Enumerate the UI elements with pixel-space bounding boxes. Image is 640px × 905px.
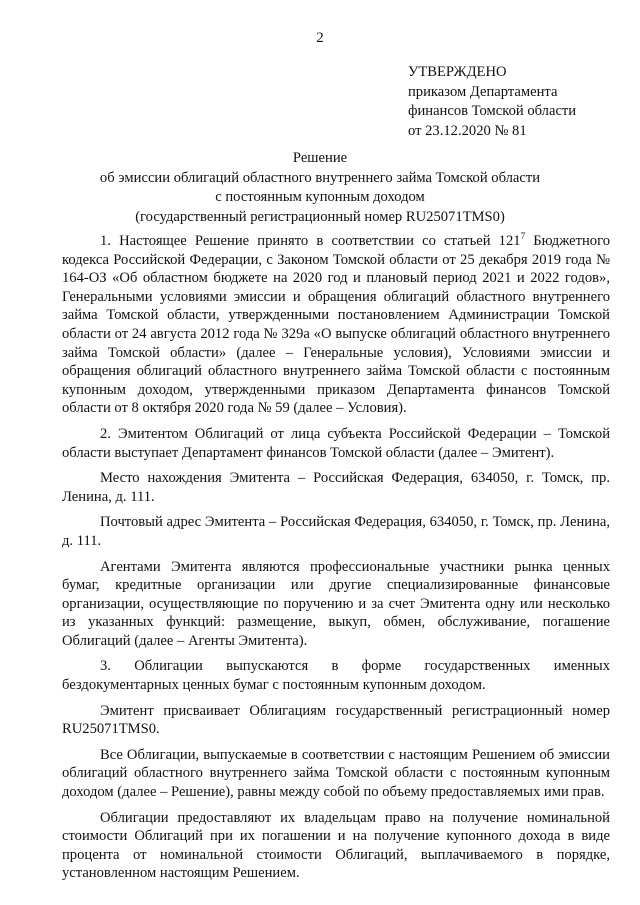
document-subtitle-line-2: с постоянным купонным доходом [215,189,425,205]
paragraph-1-rest: Бюджетного кодекса Российской Федерации, с Законом Томской области от 25 декабря 2019 года № 164-ОЗ «Об областном бюджете на 2020 год и плановый период 2021 и 2022 годов», Генеральными условиями эмиссии и обращения облигаций областного внутреннего займа Томской области, утвержденными постановлением Администрации Томской области от 24 августа 2012 года № 329а «О выпуске облигаций областного внутреннего займа Томской области» (далее – Генеральные условия), Условиями эмиссии и обращения облигаций областного внутреннего займа Томской области с постоянным купонным доходом, утвержденными приказом Департамента финансов Томской области от 8 октября 2020 года № 59 (далее – Условия). [62,233,610,417]
paragraph-owner-rights: Облигации предоставляют их владельцам право на получение номинальной стоимости Облигаций при их погашении и на получение купонного дохода в виде процента от номинальной стоимости Облигаций, выплачиваемого в порядке, установленном настоящим Решением. [62,809,610,882]
document-subtitle-line-1: об эмиссии облигаций областного внутреннего займа Томской области [99,169,541,186]
paragraph-1 [62,232,610,418]
document-heading [0,149,640,227]
paragraph-equal-rights: Все Облигации, выпускаемые в соответствии с настоящим Решением об эмиссии облигаций областного внутреннего займа Томской области с постоянным купонным доходом (далее – Решение), равны между собой по объему предоставляемых ими прав. [62,746,610,801]
page-number: 2 [316,30,324,46]
article-superscript: 7 [520,231,526,242]
paragraph-1-start: 1. Настоящее Решение принято в соответствии со статьей 121 [100,233,521,249]
approval-date-number: от 23.12.2020 № 81 [408,122,527,139]
paragraph-agents: Агентами Эмитента являются профессиональные участники рынка ценных бумаг, кредитные организации или другие специализированные финансовые организации, осуществляющие по поручению и за счет Эмитента одну или несколько из указанных функций: размещение, выкуп, обмен, обслуживание, погашение Облигаций (далее – Агенты Эмитента). [62,558,610,649]
approval-title: УТВЕРЖДЕНО [408,64,507,80]
paragraph-location: Место нахождения Эмитента – Российская Федерация, 634050, г. Томск, пр. Ленина, д. 111. [62,470,610,505]
paragraph-postal-address: Почтовый адрес Эмитента – Российская Федерация, 634050, г. Томск, пр. Ленина, д. 111. [62,514,610,549]
document-registration-number: (государственный регистрационный номер RU25071TMS0) [135,208,505,225]
paragraph-3: 3. Облигации выпускаются в форме государственных именных бездокументарных ценных бумаг с постоянным купонным доходом. [62,658,610,694]
approval-stamp [408,63,576,141]
approval-department-line: финансов Томской области [408,103,577,119]
document-body [62,232,610,883]
document-title: Решение [292,150,348,166]
approval-order-line: приказом Департамента [408,83,558,100]
paragraph-registration: Эмитент присваивает Облигациям государственный регистрационный номер RU25071TMS0. [62,702,610,738]
paragraph-2: 2. Эмитентом Облигаций от лица субъекта Российской Федерации – Томской области выступает Департамент финансов Томской области (далее – Эмитент). [62,425,610,461]
